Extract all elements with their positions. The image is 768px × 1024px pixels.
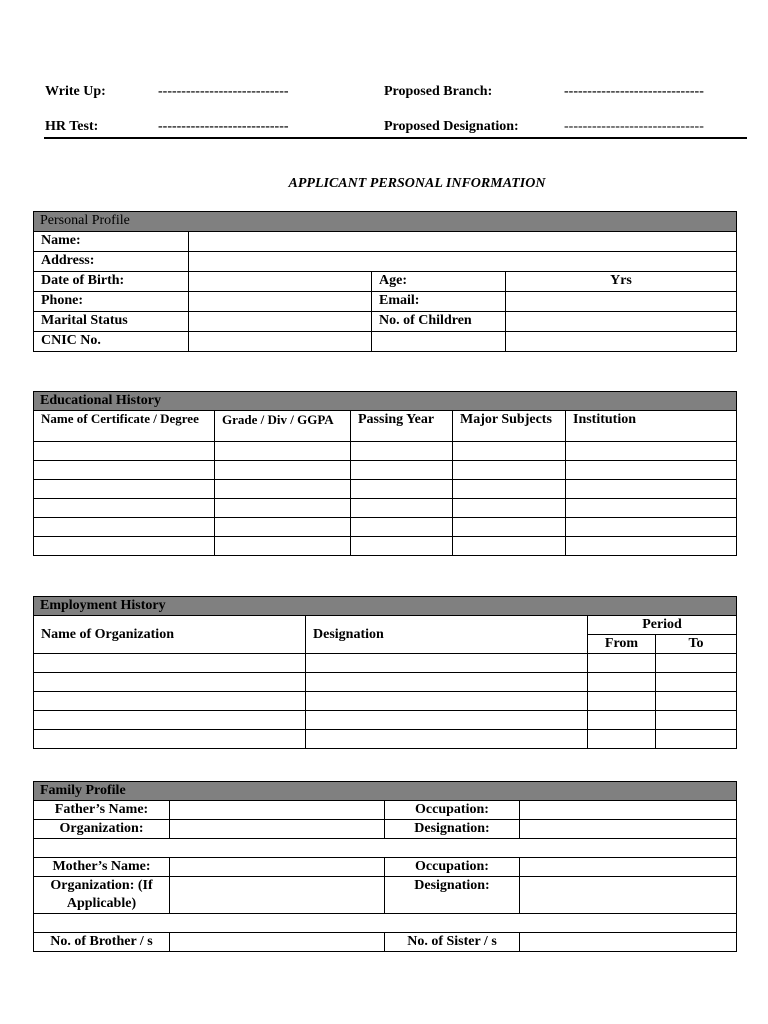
spacer-row — [34, 914, 737, 933]
col-to: To — [656, 635, 737, 654]
col-organization: Name of Organization — [34, 616, 306, 654]
col-designation: Designation — [306, 616, 588, 654]
table-row — [34, 711, 737, 730]
write-up-label: Write Up: — [45, 84, 106, 99]
email-label: Email: — [372, 292, 506, 312]
table-row — [34, 480, 737, 499]
education-header-row — [34, 411, 737, 442]
educational-history-table — [33, 391, 737, 556]
table-cell[interactable] — [34, 673, 306, 692]
mother-name-label: Mother’s Name: — [34, 858, 170, 877]
table-cell[interactable] — [34, 499, 215, 518]
header-divider — [44, 137, 747, 139]
phone-row — [34, 292, 737, 312]
table-cell[interactable] — [566, 499, 737, 518]
col-grade: Grade / Div / GGPA — [215, 411, 351, 442]
siblings-row — [34, 933, 737, 952]
table-cell[interactable] — [588, 654, 656, 673]
father-designation-label: Designation: — [385, 820, 520, 839]
dob-label: Date of Birth: — [34, 272, 189, 292]
table-row — [34, 461, 737, 480]
father-name-label: Father’s Name: — [34, 801, 170, 820]
educational-history-heading: Educational History — [34, 392, 737, 411]
table-row — [34, 654, 737, 673]
table-cell[interactable] — [656, 692, 737, 711]
father-row — [34, 801, 737, 820]
table-cell[interactable] — [215, 442, 351, 461]
table-cell[interactable] — [453, 461, 566, 480]
table-cell[interactable] — [34, 537, 215, 556]
mother-designation-field[interactable] — [520, 877, 737, 914]
age-field[interactable]: Yrs — [506, 272, 737, 292]
employment-history-heading: Employment History — [34, 597, 737, 616]
family-profile-table — [33, 781, 737, 952]
table-cell[interactable] — [566, 537, 737, 556]
mother-occupation-label: Occupation: — [385, 858, 520, 877]
mother-occupation-field[interactable] — [520, 858, 737, 877]
table-cell[interactable] — [351, 480, 453, 499]
table-cell[interactable] — [306, 692, 588, 711]
personal-profile-heading: Personal Profile — [34, 212, 737, 232]
table-row — [34, 442, 737, 461]
father-org-row — [34, 820, 737, 839]
proposed-branch-field[interactable]: ------------------------------ — [564, 84, 704, 99]
col-institution: Institution — [566, 411, 737, 442]
name-row — [34, 232, 737, 252]
dob-field[interactable] — [189, 272, 372, 292]
table-cell[interactable] — [34, 730, 306, 749]
table-cell[interactable] — [566, 480, 737, 499]
proposed-branch-label: Proposed Branch: — [384, 84, 493, 99]
table-cell[interactable] — [34, 480, 215, 499]
table-cell[interactable] — [453, 518, 566, 537]
table-cell[interactable] — [351, 442, 453, 461]
table-cell[interactable] — [351, 518, 453, 537]
personal-profile-table — [33, 211, 737, 352]
father-occupation-field[interactable] — [520, 801, 737, 820]
table-cell[interactable] — [351, 461, 453, 480]
table-row — [34, 730, 737, 749]
table-cell[interactable] — [34, 442, 215, 461]
proposed-designation-label: Proposed Designation: — [384, 119, 519, 134]
table-cell[interactable] — [306, 654, 588, 673]
email-field[interactable] — [506, 292, 737, 312]
table-cell[interactable] — [306, 711, 588, 730]
table-cell[interactable] — [306, 730, 588, 749]
table-cell[interactable] — [34, 711, 306, 730]
table-cell[interactable] — [34, 518, 215, 537]
table-cell[interactable] — [656, 673, 737, 692]
table-cell[interactable] — [566, 518, 737, 537]
table-cell[interactable] — [34, 692, 306, 711]
name-field[interactable] — [189, 232, 737, 252]
mother-org-row — [34, 877, 737, 914]
hr-test-label: HR Test: — [45, 119, 99, 134]
table-cell[interactable] — [656, 730, 737, 749]
cnic-empty-cell-2[interactable] — [506, 332, 737, 352]
cnic-label: CNIC No. — [34, 332, 189, 352]
table-cell[interactable] — [34, 654, 306, 673]
col-major-subjects: Major Subjects — [453, 411, 566, 442]
employment-history-table — [33, 596, 737, 749]
marital-status-field[interactable] — [189, 312, 372, 332]
father-name-field[interactable] — [170, 801, 385, 820]
mother-organization-field[interactable] — [170, 877, 385, 914]
marital-status-label: Marital Status — [34, 312, 189, 332]
table-cell[interactable] — [215, 537, 351, 556]
phone-label: Phone: — [34, 292, 189, 312]
mother-organization-label: Organization: (If Applicable) — [34, 877, 170, 914]
spacer-cell — [34, 914, 737, 933]
spacer-cell — [34, 839, 737, 858]
marital-row — [34, 312, 737, 332]
table-cell[interactable] — [215, 518, 351, 537]
table-row — [34, 518, 737, 537]
col-certificate: Name of Certificate / Degree — [34, 411, 215, 442]
table-cell[interactable] — [34, 461, 215, 480]
sisters-label: No. of Sister / s — [385, 933, 520, 952]
mother-row — [34, 858, 737, 877]
table-row — [34, 673, 737, 692]
children-field[interactable] — [506, 312, 737, 332]
table-cell[interactable] — [656, 654, 737, 673]
employment-header-row — [34, 616, 737, 635]
cnic-row — [34, 332, 737, 352]
form-title: APPLICANT PERSONAL INFORMATION — [288, 176, 546, 191]
table-cell[interactable] — [566, 442, 737, 461]
table-cell[interactable] — [453, 537, 566, 556]
table-cell[interactable] — [588, 673, 656, 692]
name-label: Name: — [34, 232, 189, 252]
table-cell[interactable] — [588, 730, 656, 749]
col-period: Period — [588, 616, 737, 635]
sisters-field[interactable] — [520, 933, 737, 952]
col-passing-year: Passing Year — [351, 411, 453, 442]
phone-field[interactable] — [189, 292, 372, 312]
table-cell[interactable] — [453, 442, 566, 461]
table-row — [34, 692, 737, 711]
mother-designation-label: Designation: — [385, 877, 520, 914]
table-cell[interactable] — [566, 461, 737, 480]
write-up-field[interactable]: ---------------------------- — [158, 84, 289, 99]
spacer-row — [34, 839, 737, 858]
table-cell[interactable] — [656, 711, 737, 730]
age-label: Age: — [372, 272, 506, 292]
table-cell[interactable] — [351, 537, 453, 556]
table-cell[interactable] — [215, 499, 351, 518]
table-cell[interactable] — [588, 692, 656, 711]
hr-test-field[interactable]: ---------------------------- — [158, 119, 289, 134]
table-cell[interactable] — [453, 499, 566, 518]
father-designation-field[interactable] — [520, 820, 737, 839]
address-label: Address: — [34, 252, 189, 272]
father-organization-label: Organization: — [34, 820, 170, 839]
col-from: From — [588, 635, 656, 654]
family-profile-heading: Family Profile — [34, 782, 737, 801]
table-cell[interactable] — [588, 711, 656, 730]
cnic-field[interactable] — [189, 332, 372, 352]
address-field[interactable] — [189, 252, 737, 272]
table-row — [34, 537, 737, 556]
dob-row — [34, 272, 737, 292]
brothers-label: No. of Brother / s — [34, 933, 170, 952]
brothers-field[interactable] — [170, 933, 385, 952]
father-occupation-label: Occupation: — [385, 801, 520, 820]
address-row — [34, 252, 737, 272]
table-cell[interactable] — [351, 499, 453, 518]
cnic-empty-cell[interactable] — [372, 332, 506, 352]
father-organization-field[interactable] — [170, 820, 385, 839]
table-cell[interactable] — [453, 480, 566, 499]
mother-name-field[interactable] — [170, 858, 385, 877]
children-label: No. of Children — [372, 312, 506, 332]
table-row — [34, 499, 737, 518]
proposed-designation-field[interactable]: ------------------------------ — [564, 119, 704, 134]
table-cell[interactable] — [215, 480, 351, 499]
table-cell[interactable] — [306, 673, 588, 692]
table-cell[interactable] — [215, 461, 351, 480]
